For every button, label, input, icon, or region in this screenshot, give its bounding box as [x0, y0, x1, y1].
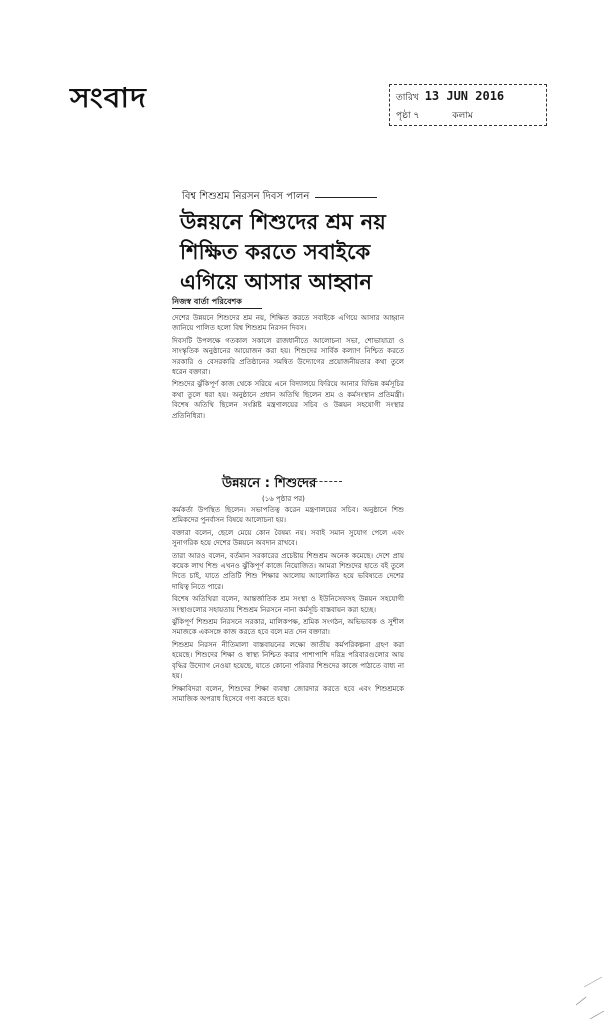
paragraph: কর্মকর্তা উপস্থিত ছিলেন। সভাপতিত্ব করেন মন্ত্রণালয়ের সচিব। অনুষ্ঠানে শিশু শ্রমিকদের পুনর্বাসন বিষয়ে আলোচনা হয়। [172, 506, 404, 525]
stamp-page-label: পৃষ্ঠা [396, 111, 411, 121]
paragraph: বক্তারা বলেন, ছেলে মেয়ে কোন বৈষম্য নয়। সবাই সমান সুযোগ পেলে এবং সুনাগরিক হয়ে দেশের উন্নয়নে অবদান রাখবে। [172, 528, 404, 548]
stamp-date-row [396, 89, 504, 105]
scan-scratch-marks [572, 975, 606, 1021]
paragraph: ঝুঁকিপূর্ণ শিশুশ্রম নিরসনে সরকার, মালিকপক্ষ, শ্রমিক সংগঠন, অভিভাবক ও সুশীল সমাজকে একসঙ্গে কাজ করতে হবে বলে মত দেন বক্তারা। [172, 618, 404, 637]
kicker-rule [315, 197, 377, 198]
stamp-page-value: ৭ [413, 111, 420, 121]
byline: নিজস্ব বার্তা পরিবেশক [172, 297, 242, 306]
paragraph: শিক্ষাবিদরা বলেন, শিশুদের শিক্ষা ব্যবস্থা জোরদার করতে হবে এবং শিশুশ্রমকে সামাজিক অপরাধ হিসেবে গণ্য করতে হবে। [172, 684, 404, 703]
headline-line-2: শিক্ষিত করতে সবাইকে [180, 240, 371, 264]
article-body-part-1 [172, 313, 404, 423]
headline-line-3: এগিয়ে আসার আহ্বান [180, 270, 373, 294]
clipping-date-stamp [389, 84, 547, 126]
article-kicker: বিশ্ব শিশুশ্রম নিরসন দিবস পালন [182, 191, 310, 202]
subhead-rule [300, 481, 342, 482]
byline-rule [172, 308, 262, 309]
paragraph: দিবসটি উপলক্ষে গতকাল সকালে রাজধানীতে আলোচনা সভা, শোভাযাত্রা ও সাংস্কৃতিক অনুষ্ঠানের আয়োজন করা হয়। শিশুদের সার্বিক কল্যাণ নিশ্চিত করতে সরকারি ও বেসরকারি প্রতিষ্ঠানের সমন্বিত উদ্যোগের প্রয়োজনীয়তার কথা তুলে ধরেন বক্তারা। [172, 336, 404, 377]
stamp-date-label: তারিখ [396, 93, 419, 103]
paragraph: তারা আরও বলেন, বর্তমান সরকারের প্রচেষ্টায় শিশুশ্রম অনেক কমেছে। দেশে প্রায় কয়েক লাখ শিশু এখনও ঝুঁকিপূর্ণ কাজে নিয়োজিত। আমরা শিশুদের হাতে বই তুলে দিতে চাই, যাতে প্রতিটি শিশু শিক্ষার আলোয় আলোকিত হয়ে ভবিষ্যতে দেশের দায়িত্ব নিতে পারে। [172, 551, 404, 591]
continued-from-page: (১৬ পৃষ্ঠার পর) [262, 495, 305, 503]
stamp-column-label: কলাম [452, 111, 473, 121]
stamp-page-row [396, 108, 473, 123]
paragraph: শিশুশ্রম নিরসন নীতিমালা বাস্তবায়নের লক্ষ্যে জাতীয় কর্মপরিকল্পনা গ্রহণ করা হয়েছে। শিশুদের শিক্ষা ও স্বাস্থ্য নিশ্চিত করার পাশাপাশি দরিদ্র পরিবারগুলোর আয় বৃদ্ধির উদ্যোগ নেওয়া হয়েছে, যাতে কোনো পরিবার শিশুদের কাজে পাঠাতে বাধ্য না হয়। [172, 640, 404, 681]
article-body-part-2 [172, 505, 404, 706]
newspaper-masthead: সংবাদ [70, 82, 147, 115]
paragraph: বিশেষ অতিথিরা বলেন, আন্তর্জাতিক শ্রম সংস্থা ও ইউনিসেফসহ উন্নয়ন সহযোগী সংস্থাগুলোর সহায়তায় শিশুশ্রম নিরসনে নানা কর্মসূচি বাস্তবায়ন করা হচ্ছে। [172, 595, 404, 614]
paragraph: শিশুদের ঝুঁকিপূর্ণ কাজ থেকে সরিয়ে এনে বিদ্যালয়ে ফিরিয়ে আনার বিভিন্ন কর্মসূচির কথা তুলে ধরা হয়। অনুষ্ঠানে প্রধান অতিথি ছিলেন শ্রম ও কর্মসংস্থান প্রতিমন্ত্রী। বিশেষ অতিথি ছিলেন সংশ্লিষ্ট মন্ত্রণালয়ের সচিব ও উন্নয়ন সহযোগী সংস্থার প্রতিনিধিরা। [172, 380, 404, 420]
paragraph: দেশের উন্নয়নে শিশুদের শ্রম নয়, শিক্ষিত করতে সবাইকে এগিয়ে আসার আহ্বান জানিয়ে পালিত হলো বিশ্ব শিশুশ্রম নিরসন দিবস। [172, 314, 404, 333]
stamp-date-value: 13 JUN 2016 [424, 89, 505, 103]
headline-line-1: উন্নয়নে শিশুদের শ্রম নয় [180, 210, 386, 234]
continuation-subhead: উন্নয়নে : শিশুদের [222, 476, 317, 491]
